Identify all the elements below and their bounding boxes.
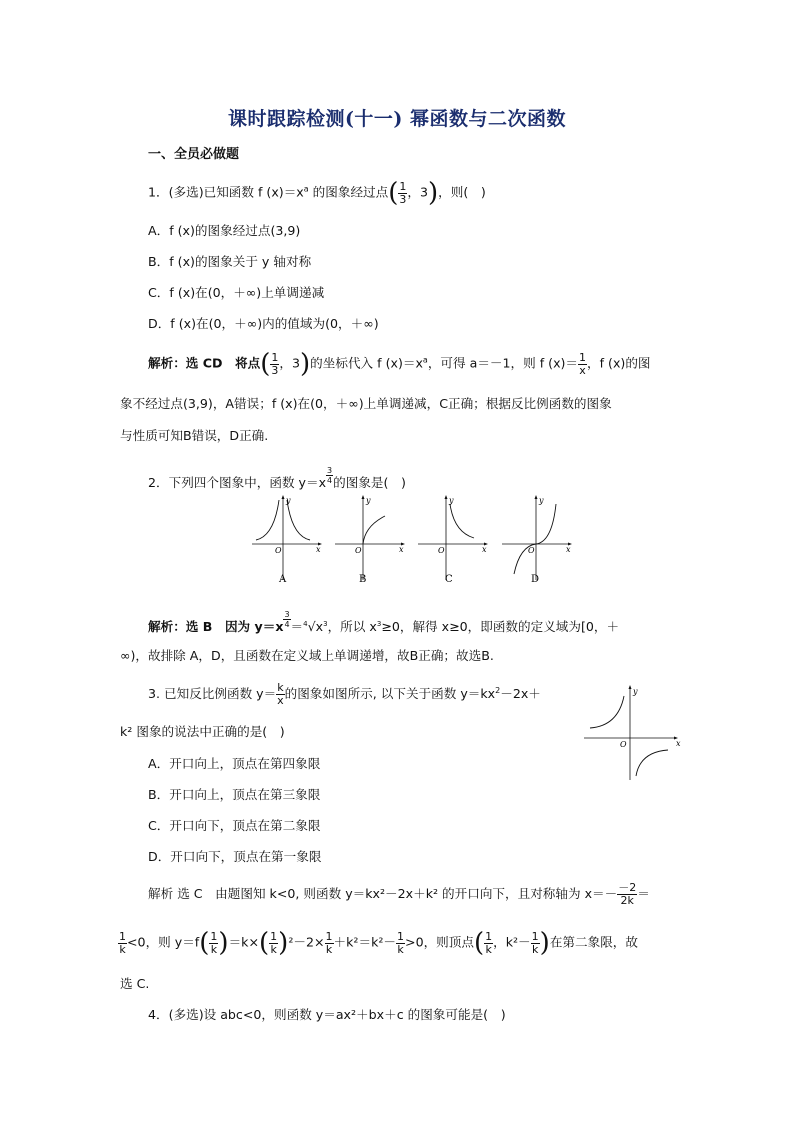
q3-stem-line2: k² 图象的说法中正确的是( ) [120, 724, 285, 739]
svg-text:O: O [620, 740, 627, 749]
q3-solution-line2: $\frac{1}{k}$ <0，则 y＝f( $\frac{1}{k}$ )＝k×( $\frac{1}{k}$ )²－2× $\frac{1}{k}$ ＋k²＝k²－ $\frac{1}{k}$ >0，则顶点( $\frac{1}{k}$ ，k²－ $\frac{1}{k}$ )在第二象限，故 [119, 928, 638, 958]
q4-stem: 4．(多选)设 abc<0，则函数 y＝ax²＋bx＋c 的图象可能是( ) [148, 1007, 506, 1022]
q1-option-b: B．f (x)的图象关于 y 轴对称 [148, 254, 312, 269]
q3-stem-line1: 3. 已知反比例函数 y＝ $\frac{k}{x}$ 的图象如图所示, 以下关于函数 $y=kx^2-2x+$ [148, 681, 541, 707]
q3-hyperbola-graph [582, 682, 682, 782]
graph-a-label: A [279, 574, 287, 585]
svg-text:y: y [449, 496, 454, 505]
svg-text:y: y [633, 687, 638, 696]
page-title: 课时跟踪检测(十一) 幂函数与二次函数 [227, 108, 567, 130]
svg-text:x: x [676, 739, 681, 748]
q1-solution-line3: 与性质可知B错误，D正确. [120, 428, 269, 443]
graph-c-label: C [445, 574, 453, 585]
q1-solution-line1: 解析：选 CD 将点( $\frac{1}{3}$ ，3)的坐标代入 f $(x)=x^a$，可得 a＝－1，则 f (x)＝ $\frac{1}{x}$ ，f (x)的图 [148, 349, 651, 379]
svg-text:x: x [566, 545, 571, 554]
svg-text:O: O [528, 546, 535, 555]
svg-text:y: y [539, 496, 544, 505]
graph-d-label: D [531, 574, 540, 585]
svg-text:O: O [275, 546, 282, 555]
graph-d [500, 494, 572, 584]
graph-b [333, 494, 405, 584]
svg-text:y: y [366, 496, 371, 505]
graph-b-label: B [359, 574, 367, 585]
svg-text:x: x [399, 545, 404, 554]
q3-option-a: A．开口向上，顶点在第四象限 [148, 756, 321, 771]
q3-solution-line1: 解析 选 C 由题图知 k<0, 则函数 y＝kx²－2x＋k² 的开口向下，且对称轴为 x＝－ $\frac{-2}{2k}$ ＝ [148, 881, 650, 907]
q2-stem: 2．下列四个图象中，函数 y＝x $^{\frac{3}{4}}$ 的图象是( ) [148, 466, 406, 490]
svg-text:x: x [316, 545, 321, 554]
q3-option-d: D．开口向下，顶点在第一象限 [148, 849, 322, 864]
graph-c [416, 494, 488, 584]
q1-option-c: C．f (x)在(0，＋∞)上单调递减 [148, 285, 325, 300]
svg-text:O: O [438, 546, 445, 555]
section-heading: 一、全员必做题 [148, 147, 240, 162]
q1-option-d: D．f (x)在(0，＋∞)内的值域为(0，＋∞) [148, 316, 379, 331]
graph-a [250, 494, 322, 584]
q2-solution-line1: 解析：选 B 因为 y＝x $^{\frac{3}{4}}$ $=^4√x^3$，所以 $x^3\ge 0$，解得 x≥0，即函数的定义域为[0，＋ [148, 610, 620, 634]
q3-solution-line3: 选 C. [120, 976, 150, 991]
q3-option-b: B．开口向上，顶点在第三象限 [148, 787, 321, 802]
q1-stem: 1．(多选)已知函数 f $(x)=x^a$ 的图象经过点( $\frac{1}{3}$ ，3)，则( ) [148, 178, 486, 208]
svg-text:x: x [482, 545, 487, 554]
q1-solution-line2: 象不经过点(3,9)，A错误；f (x)在(0，＋∞)上单调递减，C正确；根据反比例函数的图象 [120, 396, 612, 411]
svg-text:y: y [286, 496, 291, 505]
q1-option-a: A．f (x)的图象经过点(3,9) [148, 223, 301, 238]
svg-text:O: O [355, 546, 362, 555]
q3-option-c: C．开口向下，顶点在第二象限 [148, 818, 321, 833]
q2-solution-line2: ∞)，故排除 A，D，且函数在定义域上单调递增，故B正确；故选B. [120, 648, 494, 663]
